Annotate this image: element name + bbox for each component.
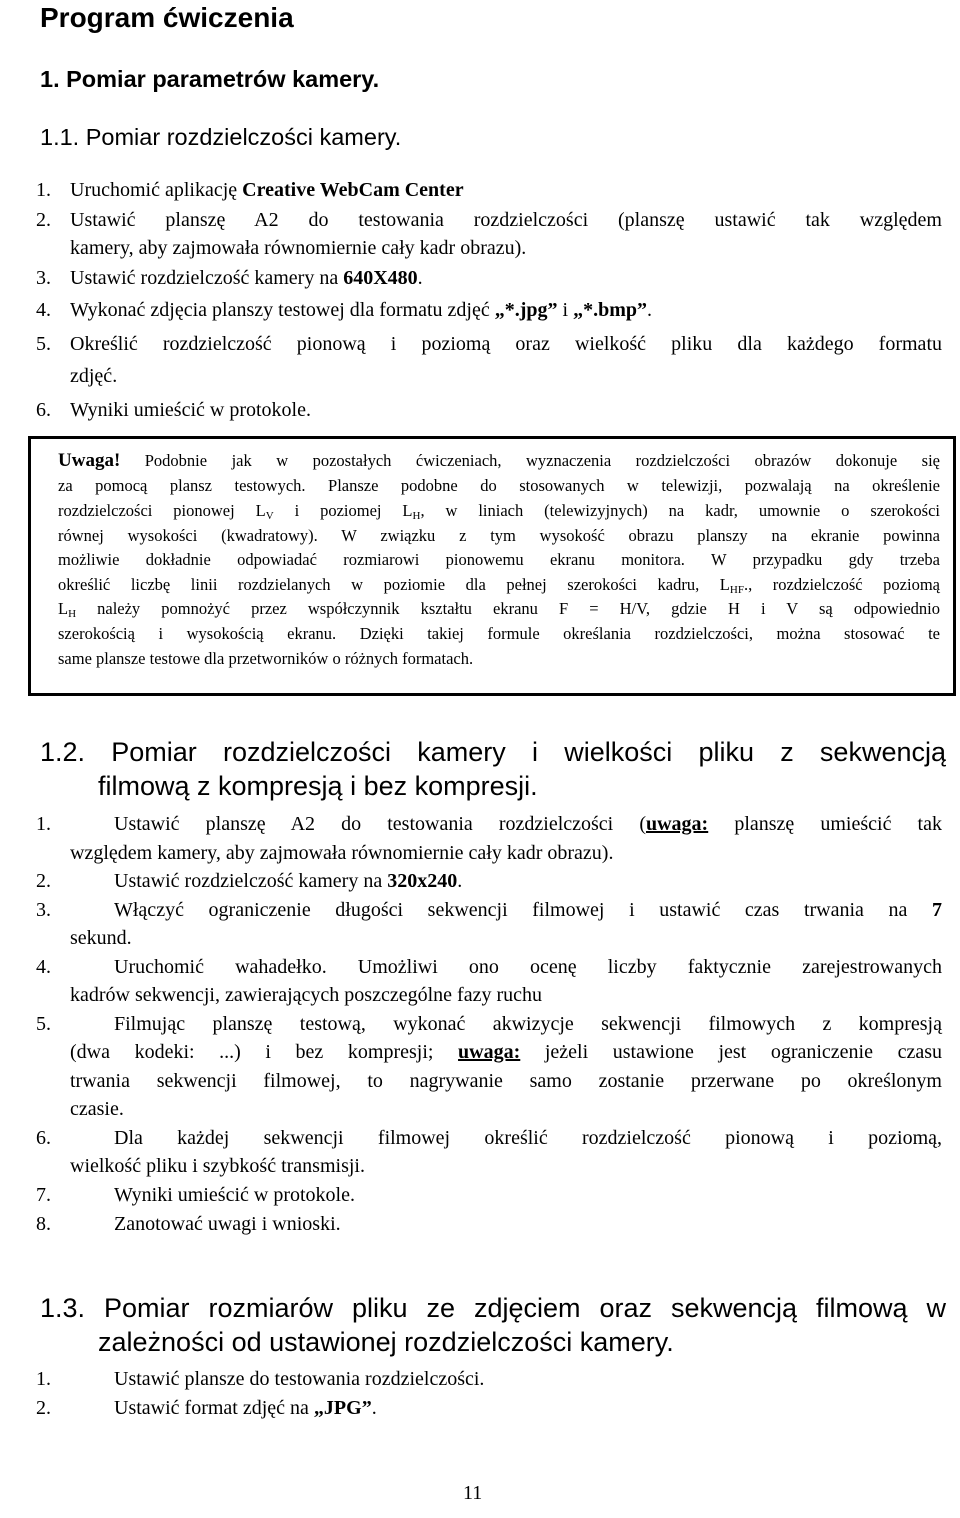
list-text: czasie. [70,1098,124,1120]
subsection-heading-1-3-cont: zależności od ustawionej rozdzielczości kamery. [98,1327,674,1357]
list-number: 5. [36,333,51,355]
list-item [36,896,942,952]
list-text: Ustawić rozdzielczość kamery na [70,267,344,289]
list-number: 5. [36,1013,51,1035]
list-text: Ustawić planszę A2 do testowania rozdzielczości (uwaga: planszę umieścić tak [114,813,942,835]
list-item [36,1210,942,1238]
list-text: Uruchomić wahadełko. Umożliwi ono ocenę liczby faktycznie zarejestrowanych [114,956,942,978]
subsection-heading-1-2: 1.2. Pomiar rozdzielczości kamery i wielkości pliku z sekwencją [40,737,946,767]
page-title: Program ćwiczenia [40,2,294,33]
list-text: kadrów sekwencji, zawierających poszczególne fazy ruchu [70,984,542,1006]
list-item [36,953,942,1009]
list-item [36,176,942,204]
warning-label: uwaga: [458,1041,521,1063]
format-jpg: „*.jpg” [494,299,558,321]
list-item: 2. Ustawić format zdjęć na „JPG”. [36,1394,942,1422]
list-item [36,1181,942,1209]
note-line: szerokością i wysokością ekranu. Dzięki takiej formule określania rozdzielczości, można stosować te [58,624,940,643]
list-item [36,1124,942,1180]
list-text: wielkość pliku i szybkość transmisji. [70,1155,365,1177]
note-line: określić liczbę linii rozdzielanych w poziomie dla pełnej szerokości kadru, $L_{HF}$., rozdzielczość poziomą [58,575,940,596]
list-number: 4. [36,299,51,321]
list-text: względem kamery, aby zajmowała równomiernie cały kadr obrazu). [70,842,614,864]
note-line: same plansze testowe dla przetworników o różnych formatach. [58,649,474,668]
note-line: za pomocą plansz testowych. Plansze podobne do stosowanych w telewizji, pozwalają na określenie [58,476,940,495]
app-name: Creative WebCam Center [242,179,464,201]
resolution-value: 320x240 [387,870,458,892]
list-text: Ustawić format zdjęć na [114,1397,314,1419]
list-number: 1. [36,1368,51,1390]
list-text: Określić rozdzielczość pionową i poziomą oraz wielkość pliku dla każdego formatu [70,333,942,355]
list-text: Filmując planszę testową, wykonać akwizycje sekwencji filmowych z kompresją [114,1013,942,1035]
list-number: 2. [36,870,51,892]
list-text: Uruchomić aplikację [70,179,243,201]
list-item [36,810,942,866]
page-number: 11 [463,1482,483,1504]
format-bmp: „*.bmp” [573,299,647,321]
duration-value: 7 [932,899,942,921]
list-text: (dwa kodeki: ...) i bez kompresji; uwaga: jeżeli ustawione jest ograniczenie czasu [70,1041,942,1063]
note-line: równej wysokości (kwadratowy). W związku z tym wysokość obrazu planszy na ekranie powinna [58,526,940,545]
list-text: Ustawić plansze do testowania rozdzielczości. [114,1368,485,1390]
list-text: Ustawić rozdzielczość kamery na [114,870,388,892]
list-number: 6. [36,1127,51,1149]
list-number: 3. [36,899,51,921]
list-text: Włączyć ograniczenie długości sekwencji filmowej i ustawić czas trwania na 7 [114,899,942,921]
subsection-heading-1-1: 1.1. Pomiar rozdzielczości kamery. [40,124,402,150]
list-item: 2. Ustawić rozdzielczość kamery na 320x240. [36,867,942,895]
list-item [36,396,942,424]
list-text: zdjęć. [70,365,118,387]
list-text: sekund. [70,927,132,949]
list-number: 4. [36,956,51,978]
section-heading: 1. Pomiar parametrów kamery. [40,66,380,92]
list-number: 8. [36,1213,51,1235]
list-text: trwania sekwencji filmowej, to nagrywanie samo zostanie przerwane po określonym [70,1070,942,1092]
list-text: kamery, aby zajmowała równomiernie cały kadr obrazu). [70,237,527,259]
list-number: 2. [36,1397,51,1419]
list-text: Ustawić planszę A2 do testowania rozdzielczości (planszę ustawić tak względem [70,209,942,231]
list-item [36,206,942,262]
list-text: Zanotować uwagi i wnioski. [114,1213,341,1235]
list-text: Wyniki umieścić w protokole. [70,399,311,421]
format-jpg: „JPG” [313,1397,372,1419]
note-label: Uwaga! [58,450,121,471]
list-item [36,1010,942,1122]
resolution-value: 640X480 [343,267,418,289]
list-text: Dla każdej sekwencji filmowej określić rozdzielczość pionową i poziomą, [114,1127,942,1149]
note-line: Uwaga! Podobnie jak w pozostałych ćwiczeniach, wyznaczenia rozdzielczości obrazów dokonuje się [58,450,940,471]
list-text: Wyniki umieścić w protokole. [114,1184,355,1206]
list-text: Wykonać zdjęcia planszy testowej dla formatu zdjęć [70,299,495,321]
note-line: $L_H$ należy pomnożyć przez współczynnik kształtu ekranu F = H/V, gdzie H i V są odpowiednio [58,599,940,620]
list-number: 3. [36,267,51,289]
warning-label: uwaga: [645,813,709,835]
list-item [36,330,942,386]
list-number: 6. [36,399,51,421]
note-line: możliwie dokładnie odpowiadać rozmiarowi pionowemu ekranu monitora. W przypadku gdy trzeba [58,550,940,569]
subsection-heading-1-2-cont: filmową z kompresją i bez kompresji. [98,771,538,801]
note-line: rozdzielczości pionowej $L_V$ i poziomej $L_H$, w liniach (telewizyjnych) na kadr, umownie o szerokości [58,501,940,522]
list-item: 3. Ustawić rozdzielczość kamery na 640X480. [36,264,942,292]
list-item [36,1365,942,1393]
list-number: 2. [36,209,51,231]
list-number: 1. [36,179,51,201]
subsection-heading-1-3: 1.3. Pomiar rozmiarów pliku ze zdjęciem oraz sekwencją filmową w [40,1293,946,1323]
list-number: 1. [36,813,51,835]
list-number: 7. [36,1184,51,1206]
list-item: 4. Wykonać zdjęcia planszy testowej dla formatu zdjęć „*.jpg” i „*.bmp”. [36,296,942,324]
